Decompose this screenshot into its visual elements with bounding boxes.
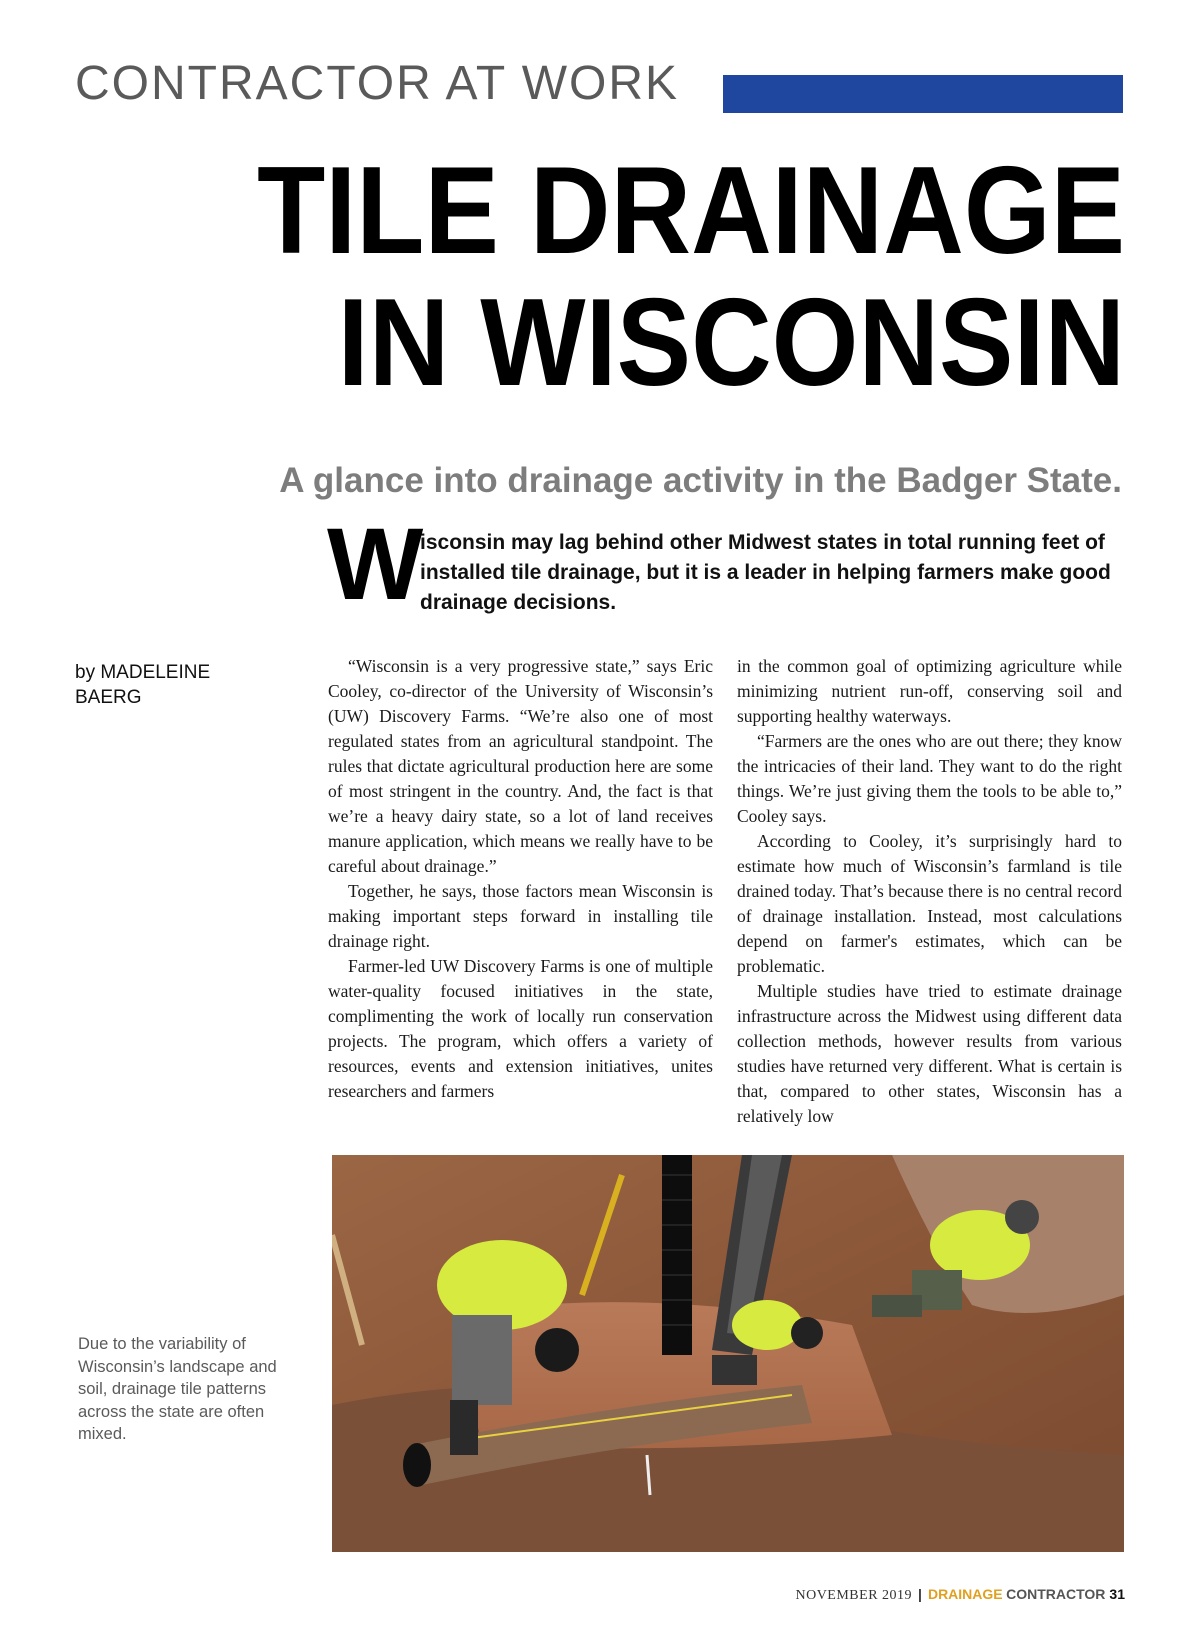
- section-label: CONTRACTOR AT WORK: [75, 57, 680, 110]
- body-paragraph: Together, he says, those factors mean Wisconsin is making important steps forward in installing tile drainage right.: [328, 881, 713, 951]
- page-number: 31: [1109, 1586, 1125, 1602]
- headline-line-1: TILE DRAINAGE: [257, 142, 1126, 280]
- byline-line-1: by MADELEINE: [75, 662, 211, 683]
- section-accent-bar: [723, 75, 1123, 113]
- body-column-1: [328, 654, 713, 1104]
- workers-in-trench-photo: [332, 1155, 1124, 1552]
- byline-line-2: BAERG: [75, 687, 142, 708]
- body-paragraph: Farmer-led UW Discovery Farms is one of multiple water-quality focused initiatives in the state, complimenting the work of locally run conservation projects. The program, which offers a variety of resources, events and extension initiatives, unites researchers and farmers: [328, 956, 713, 1101]
- magazine-name-part-2: CONTRACTOR: [1006, 1586, 1106, 1602]
- magazine-name-part-1: DRAINAGE: [927, 1586, 1003, 1602]
- body-paragraph: Multiple studies have tried to estimate drainage infrastructure across the Midwest using different data collection methods, however results from various studies have returned very different. What is certain is that, compared to other states, Wisconsin has a relatively low: [737, 981, 1122, 1126]
- issue-date: NOVEMBER 2019: [795, 1588, 913, 1603]
- headline-line-2: IN WISCONSIN: [337, 274, 1126, 412]
- body-paragraph: in the common goal of optimizing agriculture while minimizing nutrient run-off, conserving soil and supporting healthy waterways.: [737, 656, 1122, 726]
- body-paragraph: “Wisconsin is a very progressive state,” says Eric Cooley, co-director of the University of Wisconsin’s (UW) Discovery Farms. “We’re also one of most regulated states from an agricultural standpoint. The rules that dictate agricultural production here are some of most stringent in the country. And, the fact is that we’re a heavy dairy state, so a lot of land receives manure application, which means we really have to be careful about drainage.”: [328, 656, 713, 876]
- body-paragraph: “Farmers are the ones who are out there; they know the intricacies of their land. They want to do the right things. We’re just giving them the tools to be able to,” Cooley says.: [737, 731, 1122, 826]
- body-paragraph: According to Cooley, it’s surprisingly hard to estimate how much of Wisconsin’s farmland is tile drained today. That’s because there is no central record of drainage installation. Instead, most calculations depend on farmer's estimates, which can be problematic.: [737, 831, 1122, 976]
- byline: [75, 660, 275, 710]
- body-column-2: [737, 654, 1122, 1129]
- drop-cap: W: [327, 507, 424, 621]
- headline: [145, 142, 1126, 412]
- page-footer: [700, 1584, 1125, 1606]
- article-dek: isconsin may lag behind other Midwest states in total running feet of installed tile drainage, but it is a leader in helping farmers make good drainage decisions.: [420, 531, 1111, 614]
- subtitle: A glance into drainage activity in the Badger State.: [279, 461, 1122, 500]
- footer-separator: |: [918, 1586, 922, 1602]
- photo-caption: Due to the variability of Wisconsin’s landscape and soil, drainage tile patterns across the state are often mixed.: [78, 1335, 277, 1443]
